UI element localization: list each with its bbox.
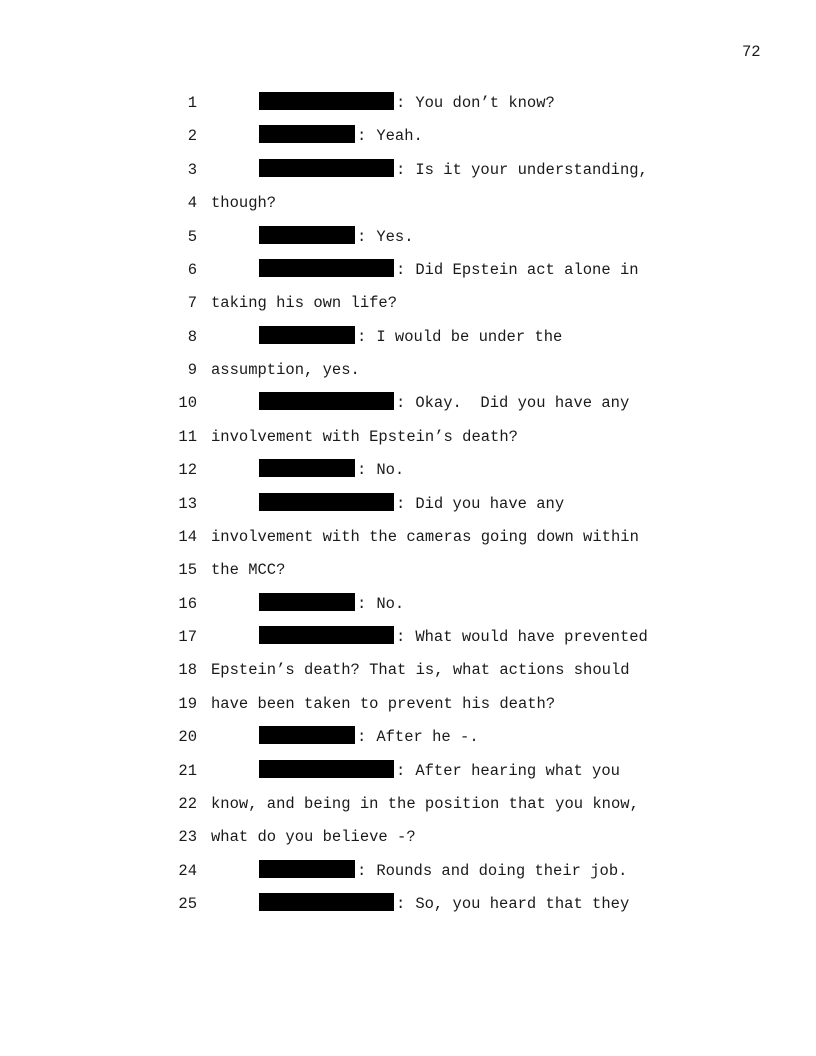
speaker-redaction — [259, 760, 394, 778]
speaker-redaction — [259, 459, 355, 477]
speaker-colon: : — [357, 461, 367, 480]
line-content — [259, 858, 627, 884]
line-content — [259, 591, 404, 617]
speaker-colon: : — [396, 628, 406, 646]
speaker-redaction — [259, 226, 355, 244]
line-number: 24 — [178, 861, 197, 880]
continuation-text: what do you believe -? — [211, 828, 416, 847]
line-content — [259, 457, 404, 483]
speaker-colon: : — [357, 594, 367, 613]
speech-text: Rounds and doing their job. — [376, 861, 628, 880]
transcript-line — [0, 591, 816, 624]
continuation-text: involvement with the cameras going down within — [211, 527, 639, 546]
speaker-colon: : — [396, 394, 406, 413]
speaker-colon: : — [396, 494, 406, 513]
transcript-line — [0, 224, 816, 257]
transcript-body — [0, 90, 816, 924]
transcript-line — [0, 290, 816, 323]
line-content — [259, 390, 629, 416]
speaker-redaction — [259, 626, 394, 644]
speaker-colon: : — [396, 761, 406, 780]
speech-text: No. — [376, 461, 405, 480]
speech-text: Yes. — [376, 227, 414, 246]
transcript-line — [0, 123, 816, 156]
line-number: 4 — [187, 194, 197, 213]
line-number: 9 — [187, 361, 197, 379]
speaker-redaction — [259, 392, 394, 410]
line-number: 5 — [187, 227, 197, 246]
line-number: 11 — [178, 427, 197, 446]
transcript-line — [0, 624, 816, 657]
continuation-text: taking his own life? — [211, 294, 398, 313]
speaker-colon: : — [357, 728, 367, 747]
transcript-line — [0, 557, 816, 590]
line-content — [259, 123, 423, 149]
line-number: 20 — [178, 728, 197, 747]
speaker-redaction — [259, 726, 355, 744]
line-content — [259, 624, 648, 650]
transcript-line — [0, 791, 816, 824]
line-content — [211, 357, 360, 383]
speech-text: Did you have any — [415, 494, 565, 513]
line-number: 6 — [187, 260, 197, 279]
continuation-text: know, and being in the position that you know, — [211, 794, 639, 813]
speaker-redaction — [259, 326, 355, 344]
transcript-line — [0, 390, 816, 423]
line-number: 25 — [178, 895, 197, 913]
speaker-redaction — [259, 593, 355, 611]
line-number: 7 — [187, 294, 197, 313]
line-number: 8 — [187, 327, 197, 346]
page-number: 72 — [742, 43, 761, 61]
speech-text: What would have prevented — [415, 628, 648, 646]
continuation-text: assumption, yes. — [211, 361, 360, 379]
continuation-text: though? — [211, 194, 277, 213]
line-content — [259, 491, 564, 517]
line-content — [259, 758, 620, 784]
transcript-line — [0, 891, 816, 924]
speaker-redaction — [259, 125, 355, 143]
speaker-colon: : — [396, 895, 406, 913]
line-content — [211, 657, 630, 683]
speech-text: After hearing what you — [415, 761, 620, 780]
line-number: 17 — [178, 628, 197, 646]
line-content — [211, 791, 639, 817]
transcript-line — [0, 90, 816, 123]
transcript-line — [0, 758, 816, 791]
line-number: 3 — [187, 160, 197, 179]
continuation-text: the MCC? — [211, 561, 286, 580]
transcript-line — [0, 157, 816, 190]
line-number: 10 — [178, 394, 197, 413]
line-number: 13 — [178, 494, 197, 513]
speaker-colon: : — [357, 227, 367, 246]
transcript-line — [0, 424, 816, 457]
speech-text: Is it your understanding, — [415, 160, 648, 179]
speech-text: No. — [376, 594, 405, 613]
line-content — [259, 90, 555, 116]
line-content — [211, 557, 285, 583]
transcript-line — [0, 824, 816, 857]
line-number: 21 — [178, 761, 197, 780]
continuation-text: involvement with Epstein’s death? — [211, 427, 518, 446]
line-number: 14 — [178, 527, 197, 546]
speaker-redaction — [259, 860, 355, 878]
line-content — [211, 691, 555, 717]
line-number: 2 — [187, 127, 197, 146]
transcript-line — [0, 324, 816, 357]
speech-text: You don’t know? — [415, 94, 555, 112]
continuation-text: have been taken to prevent his death? — [211, 694, 556, 713]
line-number: 12 — [178, 461, 197, 480]
line-content — [259, 324, 562, 350]
line-content — [211, 824, 416, 850]
line-content — [211, 424, 518, 450]
transcript-line — [0, 691, 816, 724]
speaker-colon: : — [396, 94, 406, 112]
transcript-line — [0, 457, 816, 490]
transcript-line — [0, 190, 816, 223]
line-number: 16 — [178, 594, 197, 613]
speaker-colon: : — [396, 160, 406, 179]
speaker-colon: : — [357, 327, 367, 346]
speech-text: Okay. Did you have any — [415, 394, 630, 413]
line-number: 22 — [178, 794, 197, 813]
transcript-line — [0, 357, 816, 390]
line-number: 15 — [178, 561, 197, 580]
transcript-line — [0, 257, 816, 290]
continuation-text: Epstein’s death? That is, what actions should — [211, 661, 630, 680]
line-content — [259, 891, 629, 917]
speaker-redaction — [259, 259, 394, 277]
line-number: 23 — [178, 828, 197, 847]
line-content — [259, 257, 639, 283]
line-content — [259, 224, 414, 250]
line-content — [259, 724, 479, 750]
line-number: 19 — [178, 694, 197, 713]
speech-text: So, you heard that they — [415, 895, 630, 913]
speech-text: I would be under the — [376, 327, 563, 346]
speaker-colon: : — [357, 127, 367, 146]
speech-text: Yeah. — [376, 127, 423, 146]
line-content — [211, 524, 639, 550]
line-number: 1 — [187, 94, 197, 112]
speaker-redaction — [259, 92, 394, 110]
speaker-colon: : — [396, 260, 406, 279]
line-number: 18 — [178, 661, 197, 680]
transcript-line — [0, 724, 816, 757]
transcript-line — [0, 524, 816, 557]
speech-text: Did Epstein act alone in — [415, 260, 639, 279]
speaker-redaction — [259, 893, 394, 911]
transcript-line — [0, 858, 816, 891]
line-content — [259, 157, 648, 183]
speaker-colon: : — [357, 861, 367, 880]
line-content — [211, 190, 276, 216]
speaker-redaction — [259, 159, 394, 177]
speaker-redaction — [259, 493, 394, 511]
line-content — [211, 290, 397, 316]
transcript-line — [0, 657, 816, 690]
speech-text: After he -. — [376, 728, 479, 747]
transcript-line — [0, 491, 816, 524]
